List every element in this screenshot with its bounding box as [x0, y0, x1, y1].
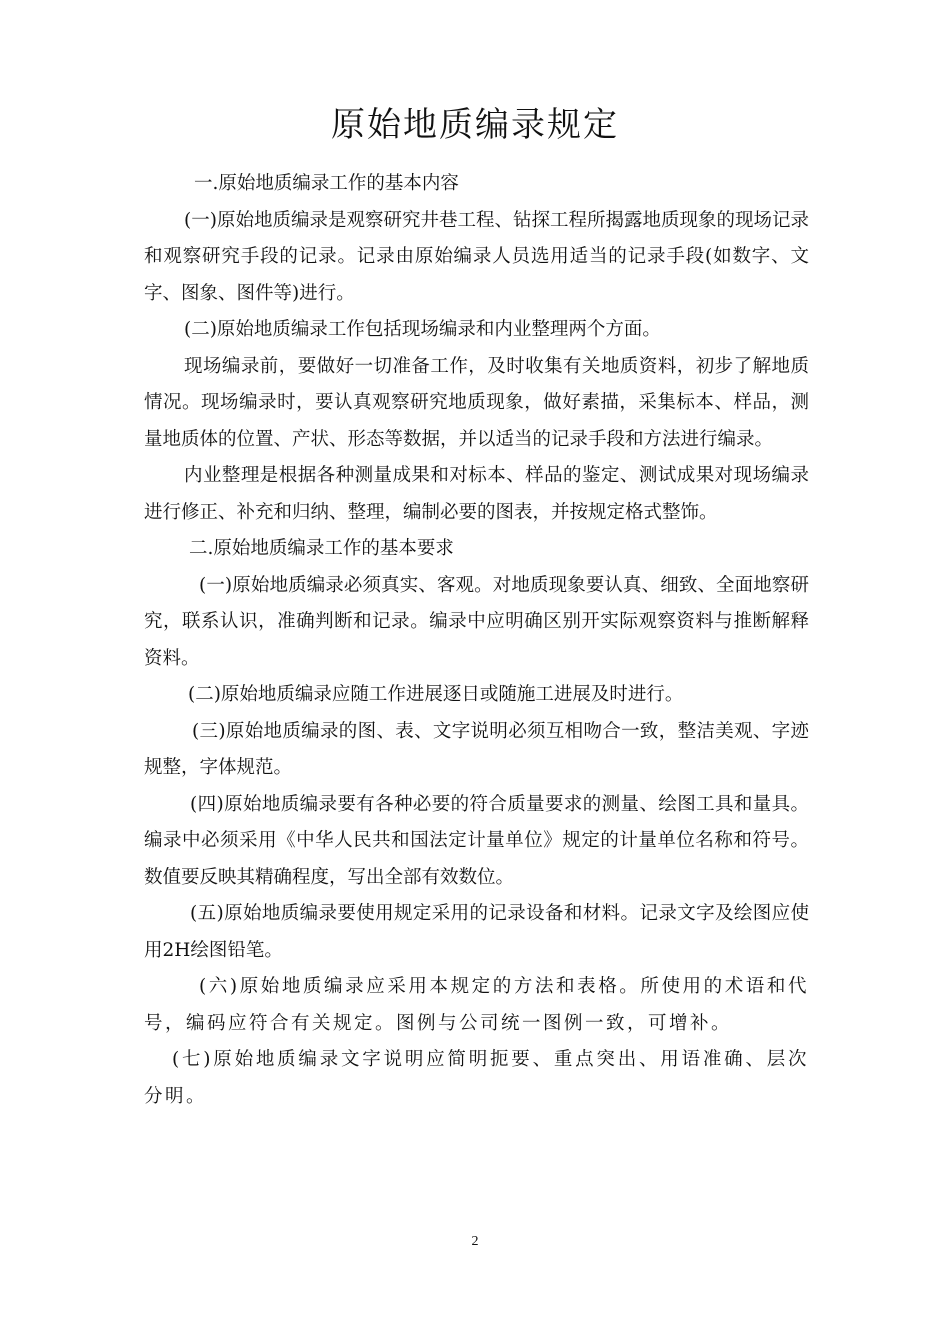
section-heading-1: 一.原始地质编录工作的基本内容: [194, 173, 459, 194]
paragraph: 现场编录前，要做好一切准备工作，及时收集有关地质资料，初步了解地质情况。现场编录时，要认真观察研究地质现象，做好素描，采集标本、样品，测量地质体的位置、产状、形态等数据，并以适当的记录手段和方法进行编录。: [144, 355, 809, 450]
paragraph: (六)原始地质编录应采用本规定的方法和表格。所使用的术语和代号，编码应符合有关规定。图例与公司统一图例一致，可增补。: [144, 976, 809, 1034]
paragraph: (三)原始地质编录的图、表、文字说明必须互相吻合一致，整洁美观、字迹规整，字体规范。: [144, 720, 809, 778]
section-heading-2: 二.原始地质编录工作的基本要求: [189, 538, 454, 559]
document-body: [144, 166, 809, 1115]
paragraph: (五)原始地质编录要使用规定采用的记录设备和材料。记录文字及绘图应使用2H绘图铅笔。: [144, 903, 809, 961]
paragraph: (一)原始地质编录是观察研究井巷工程、钻探工程所揭露地质现象的现场记录和观察研究手段的记录。记录由原始编录人员选用适当的记录手段(如数字、文字、图象、图件等)进行。: [144, 209, 809, 304]
page-title: 原始地质编录规定: [331, 105, 619, 145]
paragraph: (一)原始地质编录必须真实、客观。对地质现象要认真、细致、全面地察研究，联系认识，准确判断和记录。编录中应明确区别开实际观察资料与推断解释资料。: [144, 574, 809, 669]
paragraph: (二)原始地质编录应随工作进展逐日或随施工进展及时进行。: [188, 684, 684, 705]
page-number: 2: [471, 1234, 479, 1249]
paragraph: (七)原始地质编录文字说明应简明扼要、重点突出、用语准确、层次分明。: [144, 1049, 809, 1107]
paragraph: (四)原始地质编录要有各种必要的符合质量要求的测量、绘图工具和量具。编录中必须采用《中华人民共和国法定计量单位》规定的计量单位名称和符号。数值要反映其精确程度，写出全部有效数位。: [144, 793, 809, 888]
paragraph: 内业整理是根据各种测量成果和对标本、样品的鉴定、测试成果对现场编录进行修正、补充和归纳、整理，编制必要的图表，并按规定格式整饰。: [144, 465, 809, 523]
paragraph: (二)原始地质编录工作包括现场编录和内业整理两个方面。: [184, 319, 661, 340]
